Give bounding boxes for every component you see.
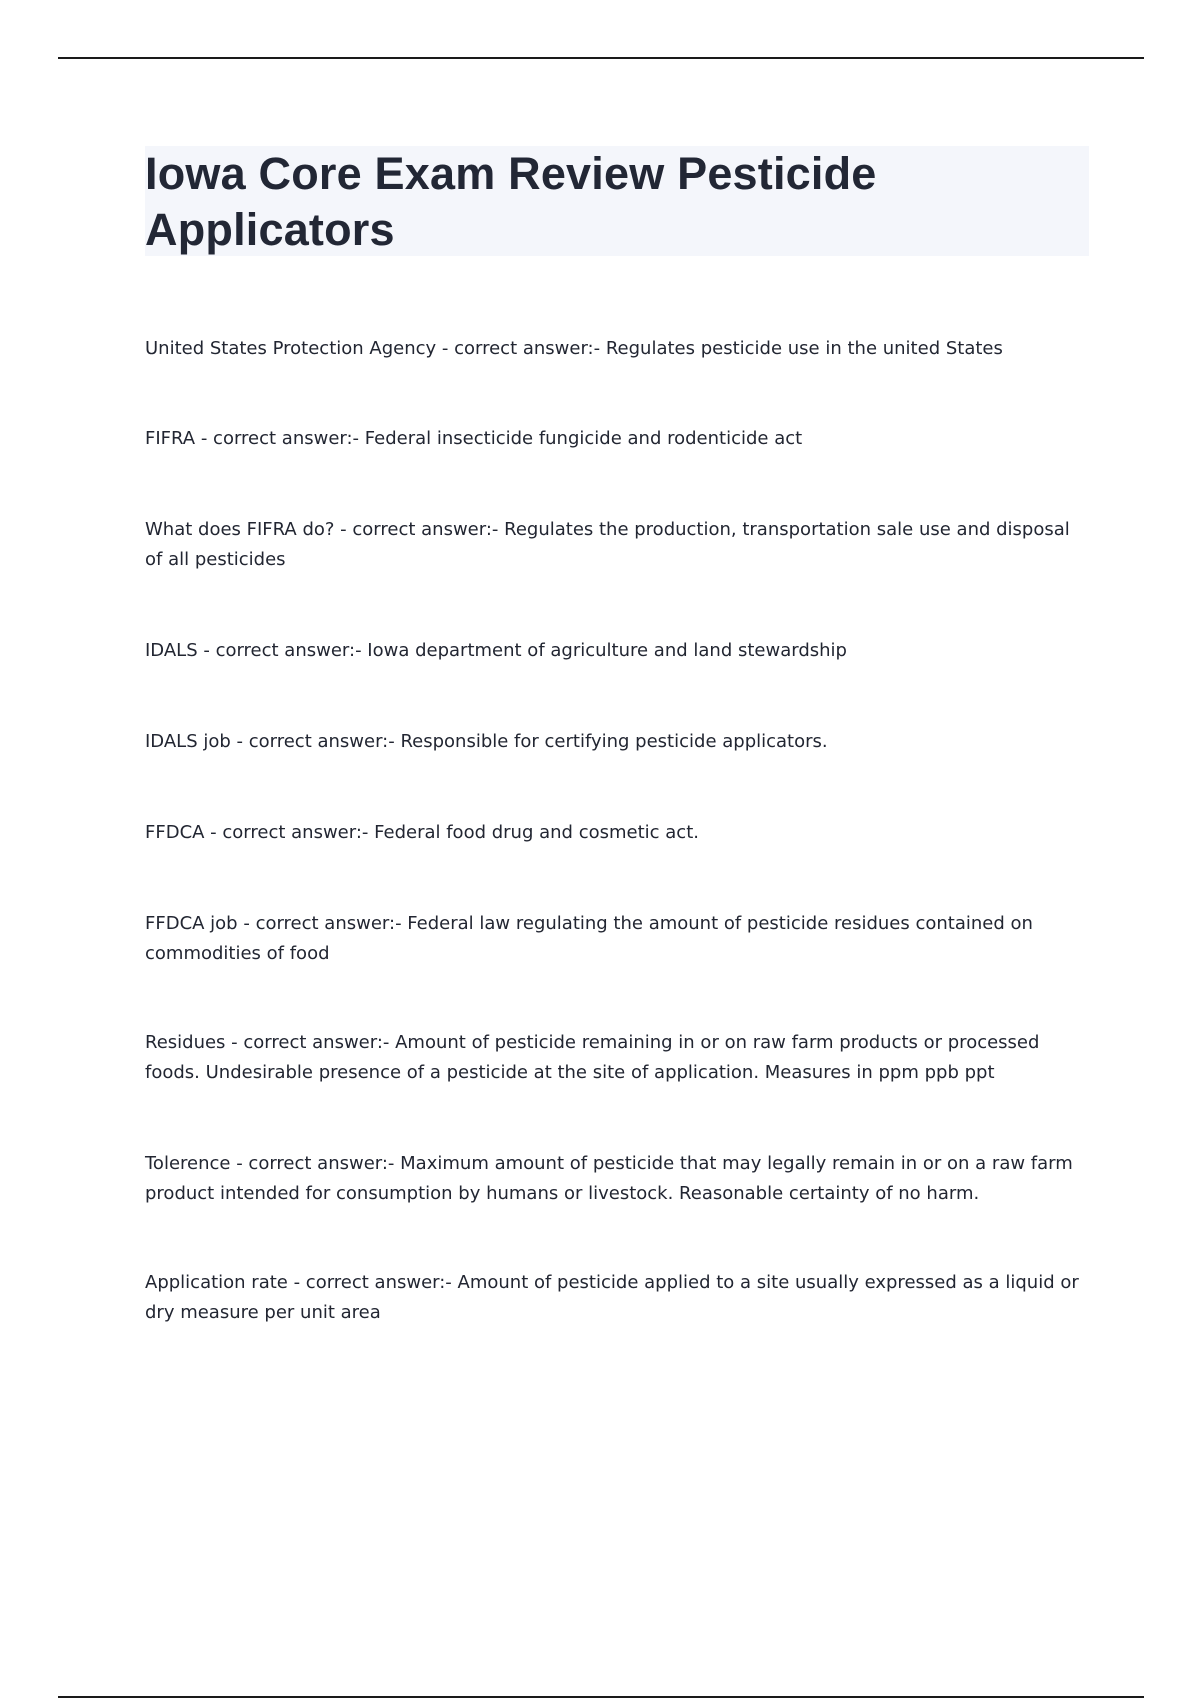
qa-term: IDALS job [145, 731, 231, 752]
qa-item [145, 909, 1080, 969]
qa-term: Residues [145, 1032, 226, 1053]
qa-item [145, 1268, 1080, 1328]
qa-term: United States Protection Agency [145, 338, 437, 359]
qa-answer: Regulates the production, transportation sale use and disposal of all pesticides [145, 519, 1070, 570]
qa-separator: - correct answer:- [287, 1272, 458, 1293]
qa-separator: - correct answer:- [225, 1032, 396, 1053]
qa-item [145, 424, 802, 454]
page-title: Iowa Core Exam Review Pesticide Applicators [145, 148, 877, 255]
top-rule [58, 57, 1144, 59]
qa-item [145, 515, 1080, 575]
qa-answer: Federal food drug and cosmetic act. [374, 822, 699, 843]
qa-item [145, 636, 847, 666]
bottom-rule [58, 1696, 1144, 1698]
qa-answer: Amount of pesticide remaining in or on raw farm products or processed foods. Undesirable presence of a pesticide at the site of application. Measures in ppm ppb ppt [145, 1032, 1040, 1083]
qa-item [145, 1149, 1080, 1209]
qa-term: Tolerence [145, 1153, 231, 1174]
title-block [145, 146, 1089, 256]
qa-term: FFDCA job [145, 913, 238, 934]
qa-answer: Federal law regulating the amount of pesticide residues contained on commodities of food [145, 913, 1033, 964]
qa-answer: Iowa department of agriculture and land stewardship [367, 640, 847, 661]
qa-separator: - correct answer:- [334, 519, 505, 540]
qa-separator: - correct answer:- [195, 428, 365, 449]
qa-answer: Maximum amount of pesticide that may legally remain in or on a raw farm product intended for consumption by humans or livestock. Reasonable certainty of no harm. [145, 1153, 1073, 1204]
qa-separator: - correct answer:- [436, 338, 606, 359]
qa-answer: Federal insecticide fungicide and rodenticide act [364, 428, 803, 449]
qa-answer: Responsible for certifying pesticide applicators. [400, 731, 828, 752]
qa-item [145, 727, 828, 757]
qa-answer: Amount of pesticide applied to a site usually expressed as a liquid or dry measure per unit area [145, 1272, 1079, 1323]
qa-item [145, 334, 1003, 364]
qa-term: IDALS [145, 640, 198, 661]
qa-separator: - correct answer:- [237, 913, 408, 934]
qa-item [145, 1028, 1080, 1088]
qa-term: What does FIFRA do? [145, 519, 335, 540]
qa-separator: - correct answer:- [230, 1153, 401, 1174]
qa-separator: - correct answer:- [204, 822, 375, 843]
qa-separator: - correct answer:- [197, 640, 368, 661]
qa-term: FIFRA [145, 428, 196, 449]
qa-answer: Regulates pesticide use in the united States [605, 338, 1003, 359]
qa-separator: - correct answer:- [230, 731, 401, 752]
qa-term: Application rate [145, 1272, 288, 1293]
qa-item [145, 818, 699, 848]
qa-term: FFDCA [145, 822, 205, 843]
